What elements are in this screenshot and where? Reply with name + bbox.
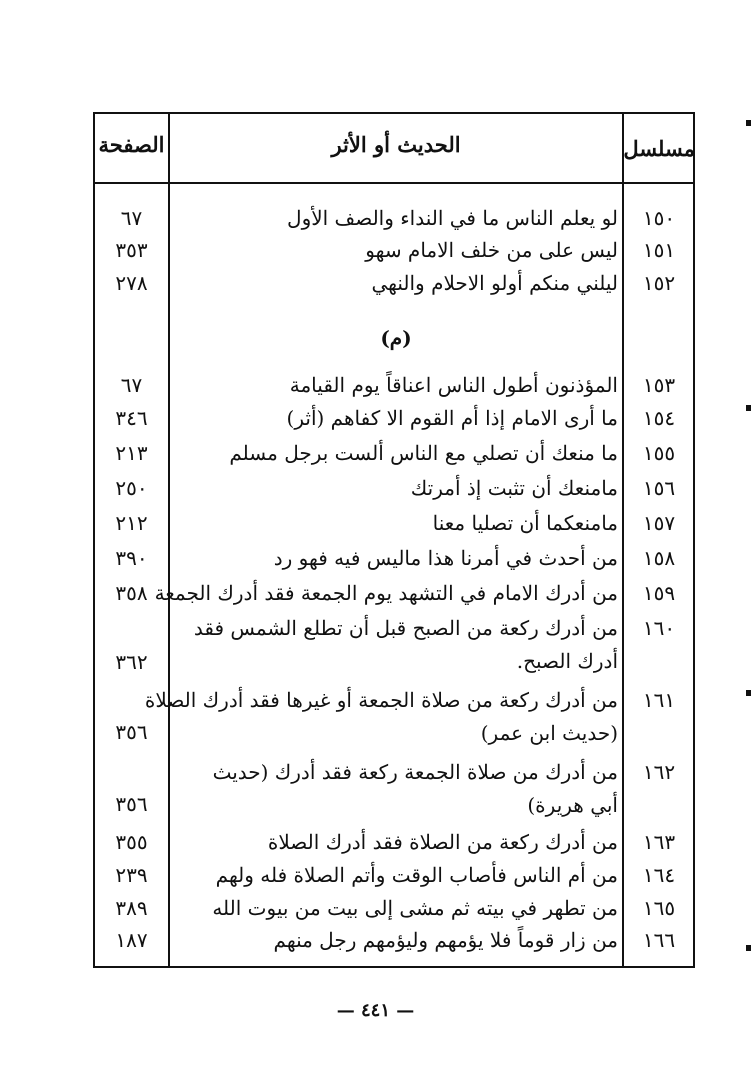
- scan-edge-mark: [746, 120, 751, 126]
- table-row: [95, 684, 693, 750]
- hadith-text: من أحدث في أمرنا هذا ماليس فيه فهو رد: [273, 546, 618, 570]
- hadith-text: من أم الناس فأصاب الوقت وأتم الصلاة فله ولهم: [215, 863, 618, 887]
- header-page: الصفحة: [98, 132, 165, 157]
- serial-number: ١٥٠: [642, 206, 676, 230]
- page-number: ٣٩٠: [115, 546, 148, 570]
- page-number: ٢٥٠: [115, 476, 148, 500]
- table-row: [95, 892, 693, 925]
- page-number: ٣٥٦: [115, 792, 148, 816]
- hadith-line-1: من أدرك ركعة من الصبح قبل أن تطلع الشمس فقد: [193, 616, 618, 640]
- serial-number: ١٦٠: [642, 616, 676, 640]
- page-number: ٢١٣: [115, 441, 148, 465]
- hadith-text: من أدرك الامام في التشهد يوم الجمعة فقد أدرك الجمعة: [154, 581, 618, 605]
- table-row: [95, 267, 693, 300]
- page-number: ٦٧: [120, 206, 143, 230]
- page-number: ٣٥٦: [115, 720, 148, 744]
- page-number: ٣٦٢: [115, 650, 148, 674]
- header-serial: مسلسل: [623, 136, 695, 161]
- hadith-line-1: من أدرك من صلاة الجمعة ركعة فقد أدرك (حديث: [212, 760, 618, 784]
- hadith-line-2: (حديث ابن عمر): [480, 721, 618, 745]
- hadith-text: من أدرك ركعة من الصلاة فقد أدرك الصلاة: [267, 830, 618, 854]
- hadith-index-table: [93, 112, 695, 968]
- page-number: ٣٥٣: [115, 238, 148, 262]
- table-row: [95, 756, 693, 822]
- scan-edge-mark: [746, 945, 751, 951]
- footer-page-number: — ٤٤١ —: [336, 1000, 415, 1021]
- page-number: ٢٧٨: [115, 271, 148, 295]
- serial-number: ١٥١: [642, 238, 676, 262]
- serial-number: ١٥٣: [642, 373, 676, 397]
- scan-edge-mark: [746, 690, 751, 696]
- page-number: ٢١٢: [115, 511, 148, 535]
- serial-number: ١٥٢: [642, 271, 676, 295]
- table-row: [95, 369, 693, 402]
- hadith-text: من تطهر في بيته ثم مشى إلى بيت من بيوت الله: [212, 896, 618, 920]
- table-row: [95, 472, 693, 505]
- table-row: [95, 924, 693, 957]
- hadith-text: ما أرى الامام إذا أم القوم الا كفاهم (أثر): [286, 406, 618, 430]
- hadith-text: المؤذنون أطول الناس اعناقاً يوم القيامة: [289, 373, 618, 397]
- table-row: [95, 577, 693, 610]
- hadith-text: مامنعك أن تثبت إذ أمرتك: [410, 476, 618, 500]
- serial-number: ١٥٨: [642, 546, 676, 570]
- table-row: [95, 612, 693, 678]
- serial-number: ١٦٢: [642, 760, 676, 784]
- serial-number: ١٦٥: [642, 896, 676, 920]
- table-row: [95, 234, 693, 267]
- serial-number: ١٥٧: [642, 511, 676, 535]
- table-row: [95, 826, 693, 859]
- hadith-text: مامنعكما أن تصليا معنا: [432, 511, 618, 535]
- hadith-text: من زار قوماً فلا يؤمهم وليؤمهم رجل منهم: [273, 928, 618, 952]
- section-letter: (م): [380, 326, 412, 350]
- page-number: ٣٥٥: [115, 830, 148, 854]
- serial-number: ١٦٣: [642, 830, 676, 854]
- header-divider: [95, 182, 693, 184]
- serial-number: ١٥٦: [642, 476, 676, 500]
- page-number: ١٨٧: [115, 928, 148, 952]
- table-row: [95, 202, 693, 235]
- hadith-text: لو يعلم الناس ما في النداء والصف الأول: [287, 206, 618, 230]
- scan-edge-mark: [746, 405, 751, 411]
- hadith-text: ما منعك أن تصلي مع الناس ألست برجل مسلم: [229, 441, 618, 465]
- hadith-text: [144, 688, 622, 745]
- hadith-text: [170, 760, 622, 817]
- hadith-line-2: أدرك الصبح.: [516, 649, 618, 673]
- page-number: ٣٤٦: [115, 406, 148, 430]
- page-number: ٢٣٩: [115, 863, 148, 887]
- serial-number: ١٦٦: [642, 928, 676, 952]
- serial-number: ١٦١: [642, 688, 676, 712]
- page-number: ٦٧: [120, 373, 143, 397]
- hadith-text: ليلني منكم أولو الاحلام والنهي: [371, 271, 618, 295]
- table-row: [95, 542, 693, 575]
- table-row: [95, 437, 693, 470]
- serial-number: ١٥٥: [642, 441, 676, 465]
- serial-number: ١٦٤: [642, 863, 676, 887]
- header-hadith: الحديث أو الأثر: [331, 132, 461, 157]
- hadith-line-1: من أدرك ركعة من صلاة الجمعة أو غيرها فقد أدرك الصلاة: [144, 688, 618, 712]
- hadith-text: ليس على من خلف الامام سهو: [365, 238, 618, 262]
- page-number: ٣٨٩: [115, 896, 148, 920]
- table-row: [95, 859, 693, 892]
- table-row: [95, 507, 693, 540]
- table-row: [95, 402, 693, 435]
- serial-number: ١٥٩: [642, 581, 676, 605]
- page-number: ٣٥٨: [115, 581, 148, 605]
- hadith-line-2: أبي هريرة): [527, 793, 618, 817]
- serial-number: ١٥٤: [642, 406, 676, 430]
- hadith-text: [170, 616, 622, 673]
